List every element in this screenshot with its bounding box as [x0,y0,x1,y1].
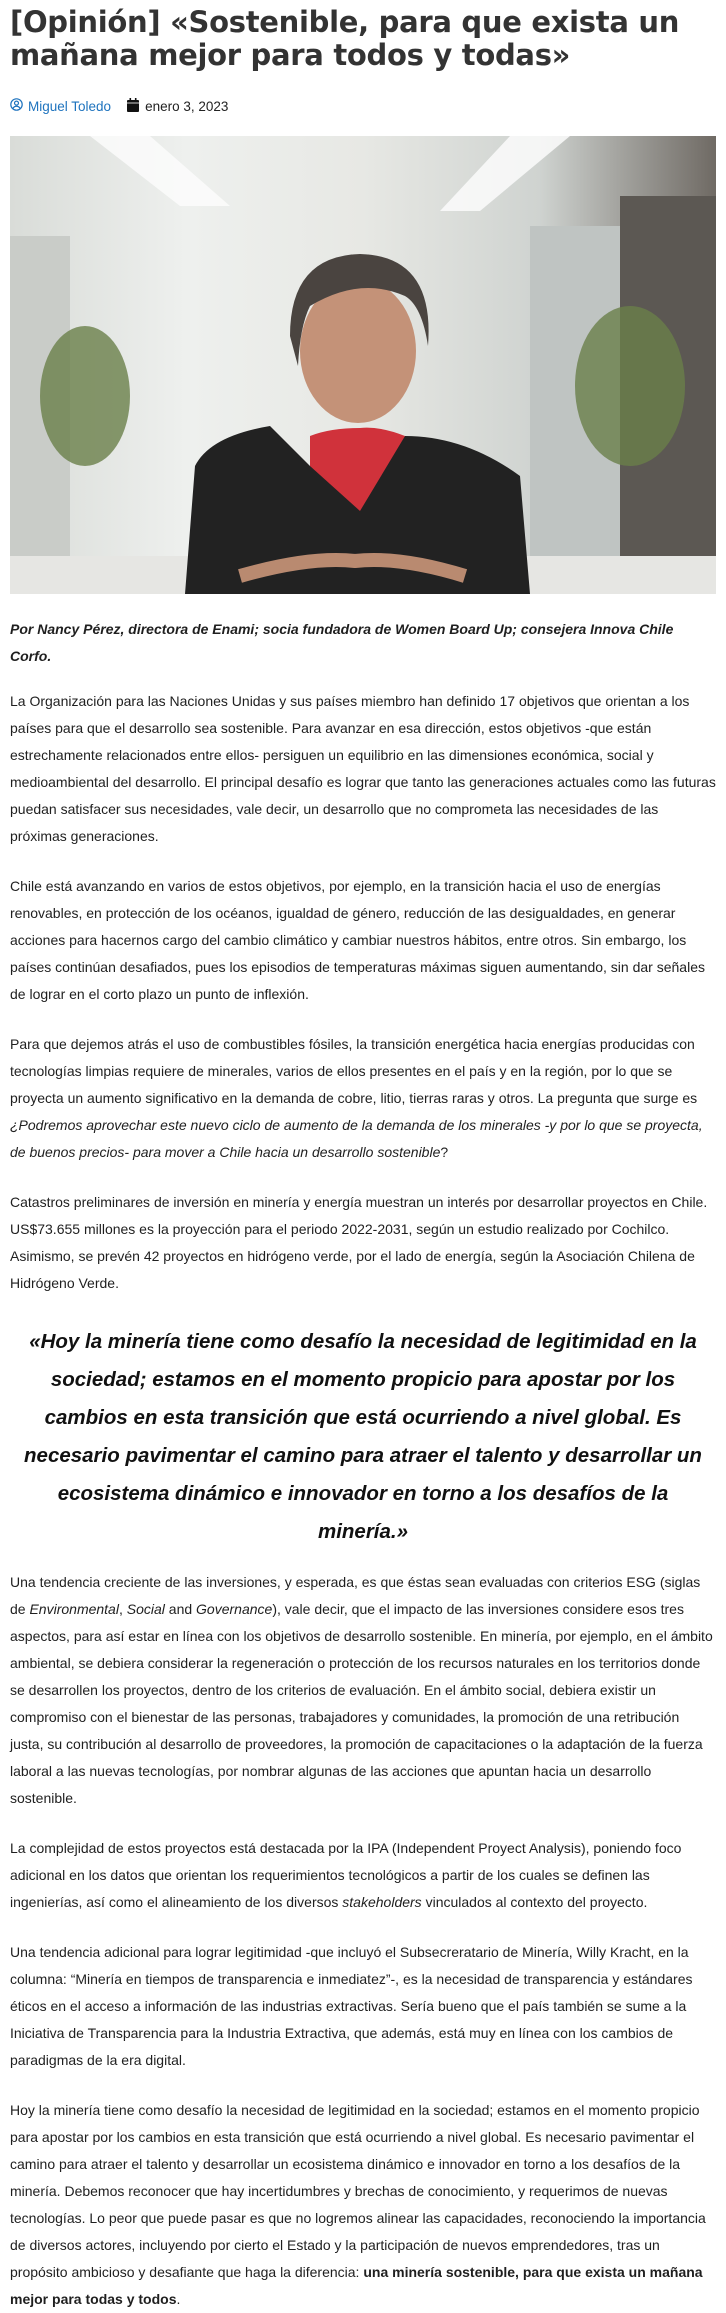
article [0,6,726,2313]
italic-text: Governance [196,1601,273,1617]
italic-text: Environmental [29,1601,119,1617]
author-link[interactable] [10,98,111,114]
author-name: Miguel Toledo [28,98,112,114]
text-segment: ? [440,1144,449,1160]
text-segment: Para que dejemos atrás el uso de combustibles fósiles, la transición energética hacia energías producidas con tecnologías limpias requiere de minerales, varios de ellos presentes en el país y en la región, por lo que se proyecta un aumento significativo en la demanda de cobre, litio, tierras raras y otros. La pregunta que surge es [10,1036,698,1106]
text-segment: vinculados al contexto del proyecto. [421,1894,648,1910]
text-segment: . [176,2291,181,2307]
text-segment: Una tendencia adicional para lograr legitimidad -que incluyó el Subsecreratario de Minería, Willy Kracht, en la columna: “Minería en tiempos de transparencia e inmediatez”-, es la necesidad de transparencia y estándares éticos en el acceso a información de las industrias extractivas. Sería bueno que el país también se sume a la Iniciativa de Transparencia para la Industria Extractiva, que además, está muy en línea con los cambios de paradigmas de la era digital. [10,1944,693,2068]
article-byline: Por Nancy Pérez, directora de Enami; socia fundadora de Women Board Up; consejera Innova Chile Corfo. [10,621,674,664]
article-body [10,688,716,2313]
bold-text: una minería sostenible, para que exista un mañana mejor para todas y todos [10,2264,703,2307]
italic-text: ¿Podremos aprovechar este nuevo ciclo de aumento de la demanda de los minerales -y por lo que se proyecta, de buenos precios- para mover a Chile hacia un desarrollo sostenible [10,1117,703,1160]
paragraph [10,1031,716,1166]
paragraphs-after-quote [10,1569,716,2313]
article-meta [10,96,716,116]
post-date [127,98,228,115]
paragraph [10,1569,716,1812]
text-segment: ), vale decir, que el impacto de las inversiones considere esos tres aspectos, para así estar en línea con los objetivos de desarrollo sostenible. En minería, por ejemplo, en el ámbito ambiental, se debiera considerar la regeneración o protección de los recursos naturales en los territorios donde se desarrollen los proyectos, dentro de los criterios de evaluación. En el ámbito social, debiera existir un compromiso con el bienestar de las personas, trabajadores y comunidades, la promoción de una retribución justa, su contribución al desarrollo de proveedores, la promoción de capacitaciones o la adaptación de la fuerza laboral a las nuevas tecnologías, por nombrar algunas de las acciones que apuntan hacia un desarrollo sostenible. [10,1601,713,1806]
paragraph [10,1189,716,1297]
featured-image [10,136,716,594]
text-segment: Catastros preliminares de inversión en minería y energía muestran un interés por desarrollar proyectos en Chile. US$73.655 millones es la proyección para el periodo 2022-2031, según un estudio realizado por Cochilco. Asimismo, se prevén 42 proyectos en hidrógeno verde, por el lado de energía, según la Asociación Chilena de Hidrógeno Verde. [10,1194,708,1291]
text-segment: Chile está avanzando en varios de estos objetivos, por ejemplo, en la transición hacia el uso de energías renovables, en protección de los océanos, igualdad de género, reducción de las desigualdades, en generar acciones para hacernos cargo del cambio climático y cambiar nuestros hábitos, entre otros. Sin embargo, los países continúan desafiados, pues los episodios de temperaturas máximas siguen aumentando, sin dar señales de lograr en el corto plazo un punto de inflexión. [10,878,705,1002]
text-segment: Una tendencia creciente de las inversiones, y esperada, es que éstas sean evaluadas con criterios ESG (siglas de [10,1574,701,1617]
paragraph [10,1939,716,2074]
article-title: [Opinión] «Sostenible, para que exista un mañana mejor para todos y todas» [10,5,680,72]
text-segment: Hoy la minería tiene como desafío la necesidad de legitimidad en la sociedad; estamos en el momento propicio para apostar por los cambios en esta transición que está ocurriendo a nivel global. Es necesario pavimentar el camino para atraer el talento y desarrollar un ecosistema dinámico e innovador en torno a los desafíos de la minería. Debemos reconocer que hay incertidumbres y brechas de conocimiento, y requerimos de nuevas tecnologías. Lo peor que puede pasar es que no logremos alinear las capacidades, reconociendo la importancia de diversos actores, incluyendo por cierto el Estado y la participación de nuevos emprendedores, tras un propósito ambicioso y desafiante que haga la diferencia: [10,2102,706,2280]
date-text: enero 3, 2023 [145,98,229,114]
user-circle-icon [10,98,23,114]
paragraph [10,873,716,1008]
pull-quote: «Hoy la minería tiene como desafío la necesidad de legitimidad en la sociedad; estamos en el momento propicio para apostar por los cambios en esta transición que está ocurriendo a nivel global. Es necesario pavimentar el camino para atraer el talento y desarrollar un ecosistema dinámico e innovador en torno a los desafíos de la minería.» [24,1330,702,1543]
text-segment: La complejidad de estos proyectos está destacada por la IPA (Independent Proyect Analysis), poniendo foco adicional en los datos que orientan los requerimientos tecnológicos a partir de los cuales se definen las ingenierías, así como el alineamiento de los diversos [10,1840,682,1910]
text-segment: La Organización para las Naciones Unidas y sus países miembro han definido 17 objetivos que orientan a los países para que el desarrollo sea sostenible. Para avanzar en esa dirección, estos objetivos -que están estrechamente relacionados entre ellos- persiguen un equilibrio en las dimensiones económica, social y medioambiental del desarrollo. El principal desafío es lograr que tanto las generaciones actuales como las futuras puedan satisfacer sus necesidades, vale decir, un desarrollo que no comprometa las necesidades de las próximas generaciones. [10,693,716,844]
paragraph [10,1835,716,1916]
paragraph [10,688,716,850]
paragraph [10,2097,716,2313]
paragraphs-before-quote [10,688,716,1297]
calendar-icon [127,98,139,115]
text-segment: , [118,1601,127,1617]
text-segment: and [164,1601,197,1617]
italic-text: stakeholders [342,1894,422,1910]
italic-text: Social [126,1601,165,1617]
